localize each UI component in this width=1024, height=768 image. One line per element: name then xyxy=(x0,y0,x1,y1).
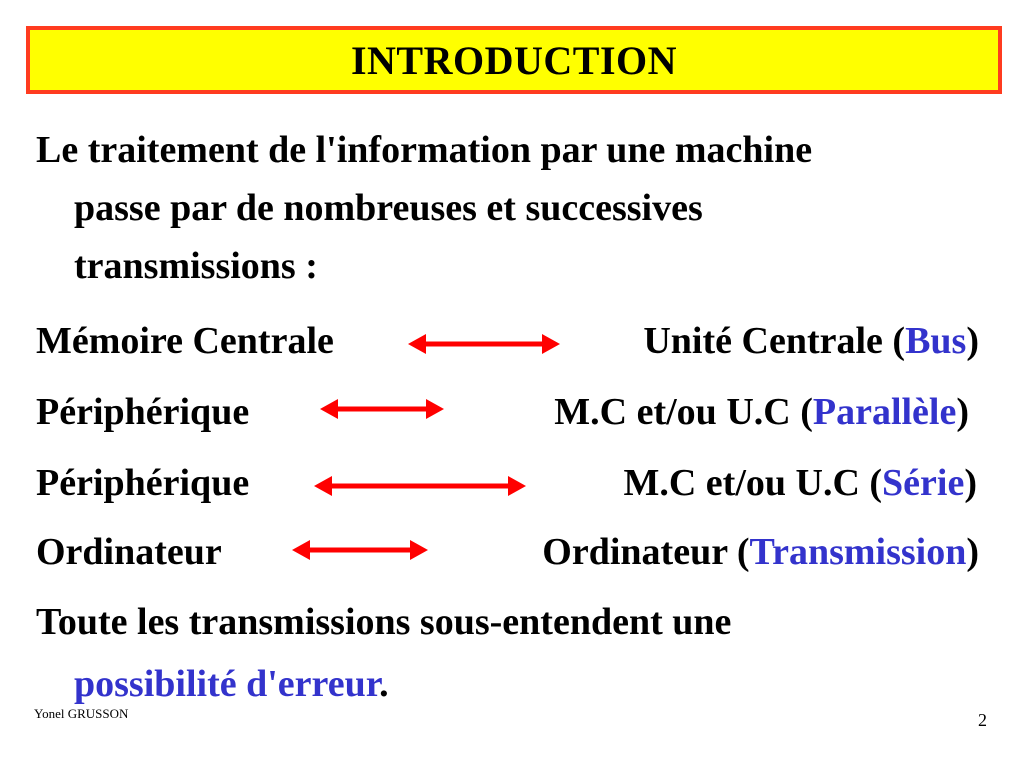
intro-line-2: passe par de nombreuses et successives xyxy=(74,187,703,229)
row-3-right xyxy=(623,464,977,502)
row-2-left: Périphérique xyxy=(36,391,250,433)
row-4-left: Ordinateur xyxy=(36,531,222,573)
conclusion-line-1: Toute les transmissions sous-entendent une xyxy=(36,601,732,643)
row-4-right-text: Ordinateur ( xyxy=(542,531,750,573)
row-3-left: Périphérique xyxy=(36,462,250,504)
row-2-right-text: M.C et/ou U.C ( xyxy=(554,391,813,433)
row-2-right xyxy=(554,393,969,431)
row-2-right-end: ) xyxy=(956,391,969,433)
row-3-right-highlight: Série xyxy=(882,462,965,504)
double-arrow-icon xyxy=(314,474,526,498)
row-4-right-end: ) xyxy=(966,531,979,573)
row-2-right-highlight: Parallèle xyxy=(812,391,957,433)
row-1-right-text: Unité Centrale ( xyxy=(643,320,906,362)
row-3-right-text: M.C et/ou U.C ( xyxy=(623,462,883,504)
conclusion-end: . xyxy=(379,663,389,705)
double-arrow-icon xyxy=(408,332,560,356)
double-arrow-icon xyxy=(320,397,444,421)
slide-title: INTRODUCTION xyxy=(350,37,678,83)
row-1-right xyxy=(643,322,979,360)
double-arrow-icon xyxy=(292,538,428,562)
intro-line-1: Le traitement de l'information par une machine xyxy=(36,129,813,171)
conclusion-highlight: possibilité d'erreur xyxy=(74,663,380,705)
row-3-right-end: ) xyxy=(964,462,977,504)
page-number: 2 xyxy=(978,710,987,730)
slide-title-box xyxy=(26,26,1002,94)
row-1-left: Mémoire Centrale xyxy=(36,320,334,362)
row-1-right-highlight: Bus xyxy=(905,320,967,362)
intro-line-3: transmissions : xyxy=(74,245,318,287)
row-4-right xyxy=(542,533,979,571)
footer-author: Yonel GRUSSON xyxy=(34,706,129,721)
row-4-right-highlight: Transmission xyxy=(749,531,967,573)
row-1-right-end: ) xyxy=(966,320,979,362)
conclusion-line-2 xyxy=(74,665,389,703)
